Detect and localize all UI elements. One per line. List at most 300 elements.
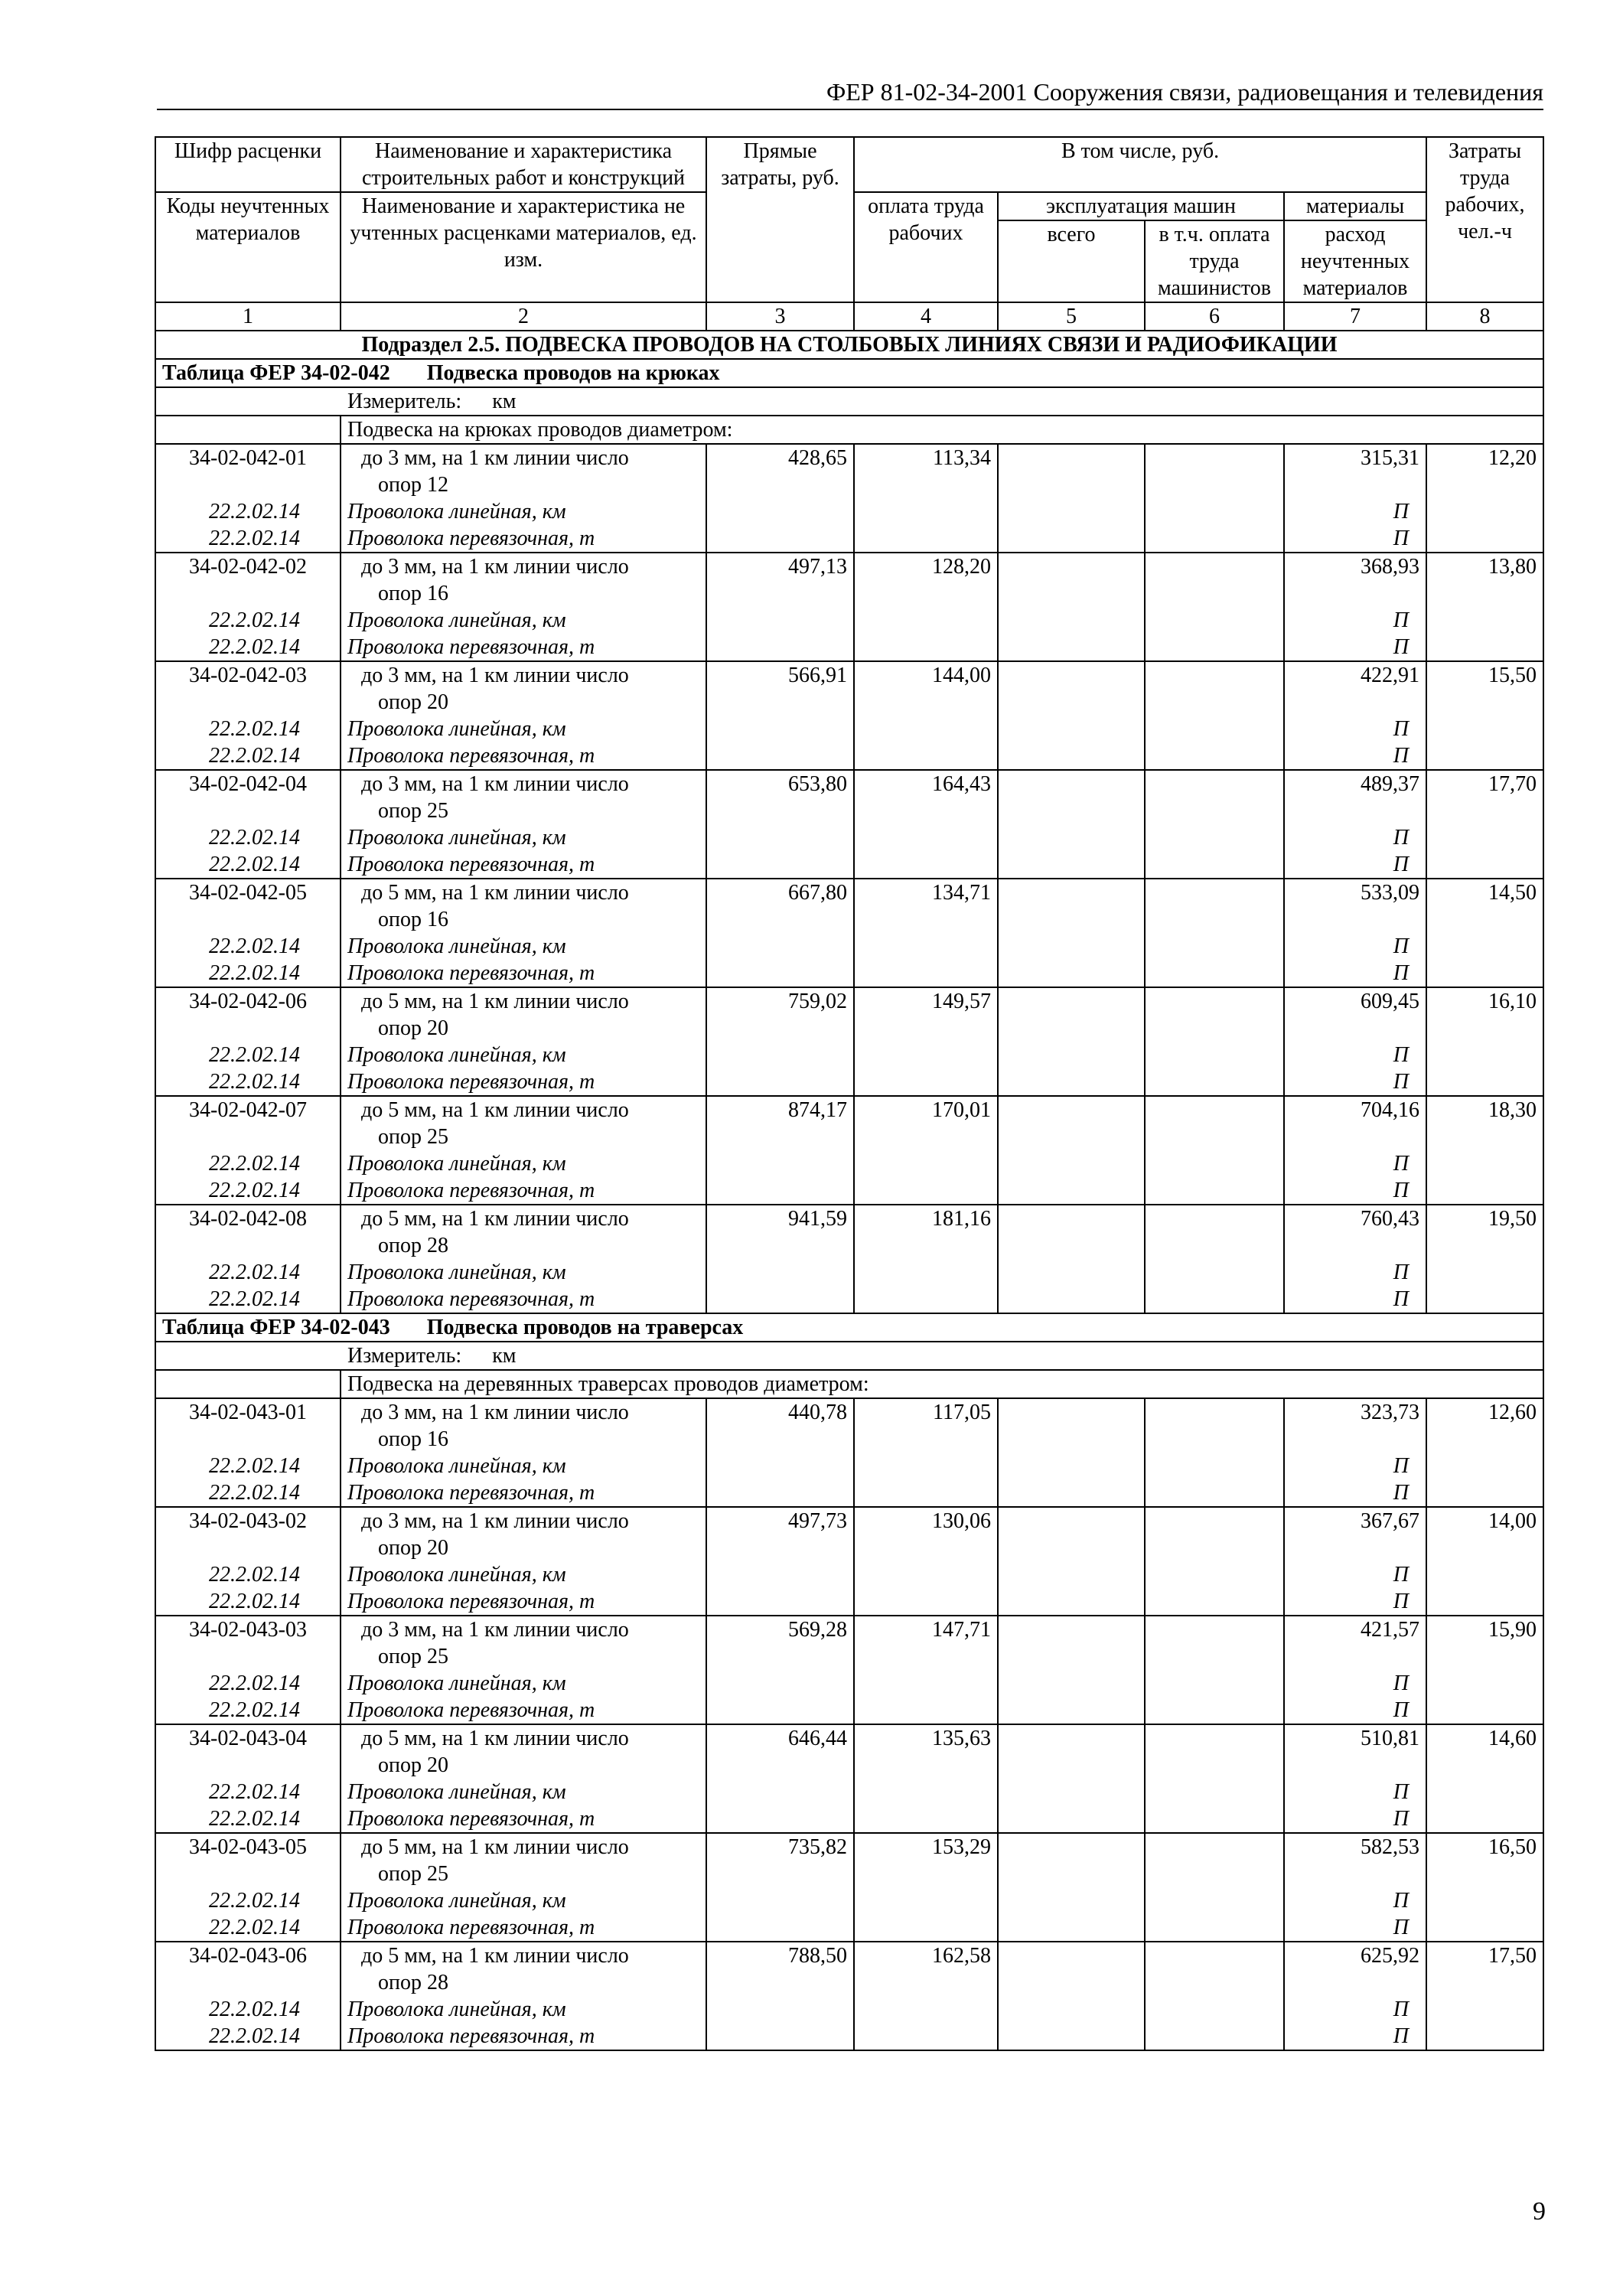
material-row [155,851,1543,879]
machinists-labor [1145,1616,1284,1670]
rate-description [341,1205,706,1259]
empty-cell [1426,1068,1543,1096]
header-row-1 [155,137,1543,192]
empty-cell [706,1177,854,1205]
direct-costs: 735,82 [706,1833,854,1887]
empty-cell [998,1453,1145,1479]
material-row [155,716,1543,742]
subsection-title: Подраздел 2.5. ПОДВЕСКА ПРОВОДОВ НА СТОЛБОВЫХ ЛИНИЯХ СВЯЗИ И РАДИОФИКАЦИИ [155,331,1543,359]
col-header-materials: материалы [1284,192,1426,220]
measure-unit: км [492,390,517,413]
preamble-code-cell [155,1370,341,1398]
empty-cell [1426,634,1543,661]
material-name: Проволока перевязочная, т [341,1914,706,1942]
empty-cell [1145,498,1284,525]
material-code: 22.2.02.14 [155,607,341,634]
rates-table [155,136,1544,2051]
materials-costs: 704,16 [1284,1096,1426,1150]
material-name: Проволока перевязочная, т [341,1479,706,1507]
labor-hours: 12,60 [1426,1398,1543,1453]
col-header-direct: Прямые затраты, руб. [706,137,854,302]
col-number: 7 [1284,302,1426,331]
empty-cell [1426,1887,1543,1914]
table-row [155,1398,1543,1453]
material-row [155,1588,1543,1616]
header-rule [157,109,1543,110]
material-flag: П [1284,742,1426,770]
table2-preamble: Подвеска на деревянных траверсах проводов диаметром: [341,1370,1543,1398]
material-name: Проволока линейная, км [341,1150,706,1177]
empty-cell [1426,1588,1543,1616]
direct-costs: 497,13 [706,553,854,607]
empty-cell [854,1914,998,1942]
material-flag: П [1284,634,1426,661]
machinists-labor [1145,1205,1284,1259]
labor-costs: 181,16 [854,1205,998,1259]
material-flag: П [1284,960,1426,987]
measure-unit: км [492,1344,517,1368]
rate-description-line2: опор 20 [378,1016,448,1040]
empty-cell [706,742,854,770]
preamble-code-cell [155,416,341,444]
labor-costs: 170,01 [854,1096,998,1150]
labor-costs: 135,63 [854,1724,998,1779]
material-code: 22.2.02.14 [155,1914,341,1942]
empty-cell [706,2023,854,2050]
direct-costs: 566,91 [706,661,854,716]
empty-cell [854,960,998,987]
empty-cell [706,1042,854,1068]
empty-cell [1426,1996,1543,2023]
empty-cell [1145,824,1284,851]
empty-cell [1426,1042,1543,1068]
material-code: 22.2.02.14 [155,1670,341,1697]
material-row [155,933,1543,960]
empty-cell [1426,742,1543,770]
empty-cell [998,1150,1145,1177]
material-row [155,1453,1543,1479]
direct-costs: 874,17 [706,1096,854,1150]
rate-description-line2: опор 25 [378,799,448,823]
empty-cell [1145,933,1284,960]
materials-costs: 368,93 [1284,553,1426,607]
rate-description-line2: опор 28 [378,1971,448,1994]
material-code: 22.2.02.14 [155,1068,341,1096]
material-row [155,1561,1543,1588]
empty-cell [706,1697,854,1724]
material-code: 22.2.02.14 [155,1042,341,1068]
materials-costs: 582,53 [1284,1833,1426,1887]
empty-cell [1145,1479,1284,1507]
material-name: Проволока перевязочная, т [341,851,706,879]
rate-description-line2: опор 25 [378,1862,448,1886]
measure-label: Измеритель: [347,1344,462,1368]
labor-costs: 130,06 [854,1507,998,1561]
material-row [155,525,1543,553]
empty-cell [854,607,998,634]
rate-code: 34-02-043-05 [155,1833,341,1887]
material-name: Проволока перевязочная, т [341,960,706,987]
empty-cell [998,1588,1145,1616]
table1-measure-cell [155,387,1543,416]
empty-cell [998,1697,1145,1724]
machinists-labor [1145,1507,1284,1561]
empty-cell [998,1561,1145,1588]
material-flag: П [1284,1453,1426,1479]
col-number: 6 [1145,302,1284,331]
empty-cell [854,1996,998,2023]
empty-cell [1145,1779,1284,1805]
material-code: 22.2.02.14 [155,498,341,525]
direct-costs: 440,78 [706,1398,854,1453]
empty-cell [854,1453,998,1479]
material-flag: П [1284,824,1426,851]
material-flag: П [1284,1177,1426,1205]
empty-cell [706,1068,854,1096]
material-flag: П [1284,1697,1426,1724]
labor-costs: 117,05 [854,1398,998,1453]
material-code: 22.2.02.14 [155,634,341,661]
table1-preamble: Подвеска на крюках проводов диаметром: [341,416,1543,444]
rate-code: 34-02-042-02 [155,553,341,607]
table-row [155,1833,1543,1887]
machinists-labor [1145,444,1284,498]
material-row [155,1068,1543,1096]
rate-description [341,879,706,933]
material-flag: П [1284,1670,1426,1697]
material-code: 22.2.02.14 [155,1453,341,1479]
empty-cell [1426,933,1543,960]
table1-measure-row [155,387,1543,416]
direct-costs: 428,65 [706,444,854,498]
empty-cell [1426,1670,1543,1697]
machinists-labor [1145,1724,1284,1779]
empty-cell [706,1479,854,1507]
material-row [155,1805,1543,1833]
labor-costs: 128,20 [854,553,998,607]
labor-hours: 15,90 [1426,1616,1543,1670]
material-name: Проволока линейная, км [341,716,706,742]
rate-code: 34-02-043-06 [155,1942,341,1996]
machinists-labor [1145,661,1284,716]
material-row [155,1042,1543,1068]
material-row [155,1177,1543,1205]
empty-cell [854,1779,998,1805]
rate-description [341,987,706,1042]
machinists-labor [1145,879,1284,933]
rate-description-line1: до 3 мм, на 1 км линии число [361,772,629,796]
material-name: Проволока перевязочная, т [341,1068,706,1096]
rate-description [341,1724,706,1779]
material-row [155,498,1543,525]
rate-description-line1: до 5 мм, на 1 км линии число [361,1727,629,1750]
direct-costs: 941,59 [706,1205,854,1259]
empty-cell [706,1805,854,1833]
rate-description-line2: опор 25 [378,1645,448,1668]
machines-total [998,1507,1145,1561]
col-number: 3 [706,302,854,331]
empty-cell [1145,1588,1284,1616]
rate-description [341,770,706,824]
rate-description [341,1398,706,1453]
rate-description-line1: до 3 мм, на 1 км линии число [361,555,629,579]
machines-total [998,1942,1145,1996]
direct-costs: 653,80 [706,770,854,824]
empty-cell [854,525,998,553]
material-code: 22.2.02.14 [155,1150,341,1177]
empty-cell [998,1914,1145,1942]
labor-costs: 144,00 [854,661,998,716]
material-row [155,960,1543,987]
empty-cell [998,1779,1145,1805]
empty-cell [706,851,854,879]
rate-description [341,553,706,607]
labor-hours: 15,50 [1426,661,1543,716]
rate-description-line1: до 3 мм, на 1 км линии число [361,1401,629,1424]
machinists-labor [1145,553,1284,607]
empty-cell [854,1479,998,1507]
empty-cell [998,1177,1145,1205]
table1-title-row [155,359,1543,387]
rate-code: 34-02-043-04 [155,1724,341,1779]
rate-description-line1: до 5 мм, на 1 км линии число [361,1207,629,1231]
empty-cell [1426,1697,1543,1724]
empty-cell [1145,1561,1284,1588]
labor-costs: 113,34 [854,444,998,498]
material-code: 22.2.02.14 [155,960,341,987]
machinists-labor [1145,1833,1284,1887]
empty-cell [854,498,998,525]
material-flag: П [1284,1914,1426,1942]
labor-hours: 14,60 [1426,1724,1543,1779]
empty-cell [854,716,998,742]
empty-cell [1145,1996,1284,2023]
materials-costs: 489,37 [1284,770,1426,824]
empty-cell [854,1561,998,1588]
material-code: 22.2.02.14 [155,1887,341,1914]
rate-description-line2: опор 16 [378,1427,448,1451]
machinists-labor [1145,770,1284,824]
table-row [155,770,1543,824]
table-row [155,1096,1543,1150]
table2-name: Подвеска проводов на траверсах [426,1316,744,1339]
labor-hours: 17,70 [1426,770,1543,824]
material-flag: П [1284,1259,1426,1286]
material-flag: П [1284,498,1426,525]
empty-cell [706,1453,854,1479]
rate-description [341,661,706,716]
material-name: Проволока линейная, км [341,824,706,851]
empty-cell [1145,716,1284,742]
empty-cell [1426,824,1543,851]
empty-cell [1426,1479,1543,1507]
materials-costs: 625,92 [1284,1942,1426,1996]
material-code: 22.2.02.14 [155,1479,341,1507]
material-row [155,1697,1543,1724]
empty-cell [1426,525,1543,553]
material-code: 22.2.02.14 [155,1588,341,1616]
empty-cell [998,933,1145,960]
rate-code: 34-02-042-07 [155,1096,341,1150]
col-header-incl: В том числе, руб. [854,137,1426,192]
materials-costs: 510,81 [1284,1724,1426,1779]
material-name: Проволока линейная, км [341,498,706,525]
rate-description-line1: до 5 мм, на 1 км линии число [361,1835,629,1859]
empty-cell [1145,1177,1284,1205]
machinists-labor [1145,1942,1284,1996]
labor-costs: 153,29 [854,1833,998,1887]
empty-cell [854,2023,998,2050]
empty-cell [998,498,1145,525]
material-flag: П [1284,716,1426,742]
empty-cell [854,634,998,661]
table-row [155,661,1543,716]
empty-cell [1145,742,1284,770]
material-code: 22.2.02.14 [155,1561,341,1588]
material-code: 22.2.02.14 [155,1779,341,1805]
table-row [155,444,1543,498]
empty-cell [854,851,998,879]
col-number: 4 [854,302,998,331]
empty-cell [1145,1805,1284,1833]
col-header-name: Наименование и характеристика строительных работ и конструкций [341,137,706,192]
labor-costs: 149,57 [854,987,998,1042]
empty-cell [1426,1779,1543,1805]
empty-cell [706,1779,854,1805]
rate-description-line1: до 3 мм, на 1 км линии число [361,1509,629,1533]
table-row [155,1507,1543,1561]
empty-cell [854,1697,998,1724]
labor-hours: 17,50 [1426,1942,1543,1996]
empty-cell [998,1479,1145,1507]
empty-cell [854,1259,998,1286]
empty-cell [706,1914,854,1942]
material-flag: П [1284,1561,1426,1588]
rate-code: 34-02-042-01 [155,444,341,498]
empty-cell [1145,1259,1284,1286]
rate-description-line2: опор 20 [378,1536,448,1560]
rate-description [341,1942,706,1996]
empty-cell [854,1177,998,1205]
subsection-row [155,331,1543,359]
rate-description [341,444,706,498]
table-row [155,987,1543,1042]
empty-cell [1145,1042,1284,1068]
material-flag: П [1284,2023,1426,2050]
col-number: 8 [1426,302,1543,331]
rate-code: 34-02-043-02 [155,1507,341,1561]
col-header-mat-names: Наименование и характеристика не учтенных расценками материалов, ед. изм. [341,192,706,302]
material-name: Проволока перевязочная, т [341,1177,706,1205]
empty-cell [706,960,854,987]
empty-cell [706,525,854,553]
col-header-labor: оплата труда рабочих [854,192,998,302]
material-name: Проволока перевязочная, т [341,2023,706,2050]
col-header-code: Шифр расценки [155,137,341,192]
labor-hours: 16,50 [1426,1833,1543,1887]
rate-description-line2: опор 20 [378,690,448,714]
material-flag: П [1284,851,1426,879]
empty-cell [1145,634,1284,661]
empty-cell [854,1068,998,1096]
rate-description-line2: опор 28 [378,1234,448,1257]
rate-description-line2: опор 16 [378,908,448,931]
direct-costs: 759,02 [706,987,854,1042]
direct-costs: 497,73 [706,1507,854,1561]
empty-cell [1145,960,1284,987]
empty-cell [1145,1914,1284,1942]
empty-cell [998,1259,1145,1286]
table1-title: Таблица ФЕР 34-02-042 [162,361,390,385]
rate-description-line1: до 5 мм, на 1 км линии число [361,881,629,905]
material-flag: П [1284,1887,1426,1914]
labor-costs: 147,71 [854,1616,998,1670]
machines-total [998,1833,1145,1887]
empty-cell [854,1670,998,1697]
empty-cell [1426,1286,1543,1313]
empty-cell [706,634,854,661]
material-name: Проволока линейная, км [341,607,706,634]
material-name: Проволока линейная, км [341,1561,706,1588]
labor-hours: 16,10 [1426,987,1543,1042]
col-header-machines-total: всего [998,220,1145,302]
empty-cell [1426,1177,1543,1205]
empty-cell [706,824,854,851]
rate-code: 34-02-042-08 [155,1205,341,1259]
material-row [155,1670,1543,1697]
empty-cell [1426,1259,1543,1286]
machinists-labor [1145,1096,1284,1150]
table-row [155,1724,1543,1779]
table2-measure-row [155,1342,1543,1370]
material-name: Проволока перевязочная, т [341,634,706,661]
rate-code: 34-02-042-05 [155,879,341,933]
material-name: Проволока линейная, км [341,1259,706,1286]
empty-cell [998,716,1145,742]
col-header-machinists: в т.ч. оплата труда машинистов [1145,220,1284,302]
empty-cell [706,1150,854,1177]
material-code: 22.2.02.14 [155,824,341,851]
machines-total [998,444,1145,498]
material-flag: П [1284,933,1426,960]
machines-total [998,770,1145,824]
material-flag: П [1284,1068,1426,1096]
empty-cell [854,1805,998,1833]
material-name: Проволока перевязочная, т [341,1286,706,1313]
labor-hours: 19,50 [1426,1205,1543,1259]
rate-description-line2: опор 12 [378,473,448,497]
table1-name: Подвеска проводов на крюках [426,361,720,385]
empty-cell [998,1286,1145,1313]
labor-hours: 14,50 [1426,879,1543,933]
empty-cell [1426,960,1543,987]
page-number: 9 [1533,2197,1546,2226]
material-flag: П [1284,525,1426,553]
table1-title-cell [155,359,1543,387]
machinists-labor [1145,1398,1284,1453]
material-code: 22.2.02.14 [155,1259,341,1286]
table-row [155,879,1543,933]
material-code: 22.2.02.14 [155,525,341,553]
material-code: 22.2.02.14 [155,1286,341,1313]
empty-cell [1145,1150,1284,1177]
empty-cell [854,1042,998,1068]
machines-total [998,1398,1145,1453]
material-code: 22.2.02.14 [155,851,341,879]
material-row [155,1996,1543,2023]
material-flag: П [1284,1805,1426,1833]
rate-description-line2: опор 16 [378,582,448,605]
